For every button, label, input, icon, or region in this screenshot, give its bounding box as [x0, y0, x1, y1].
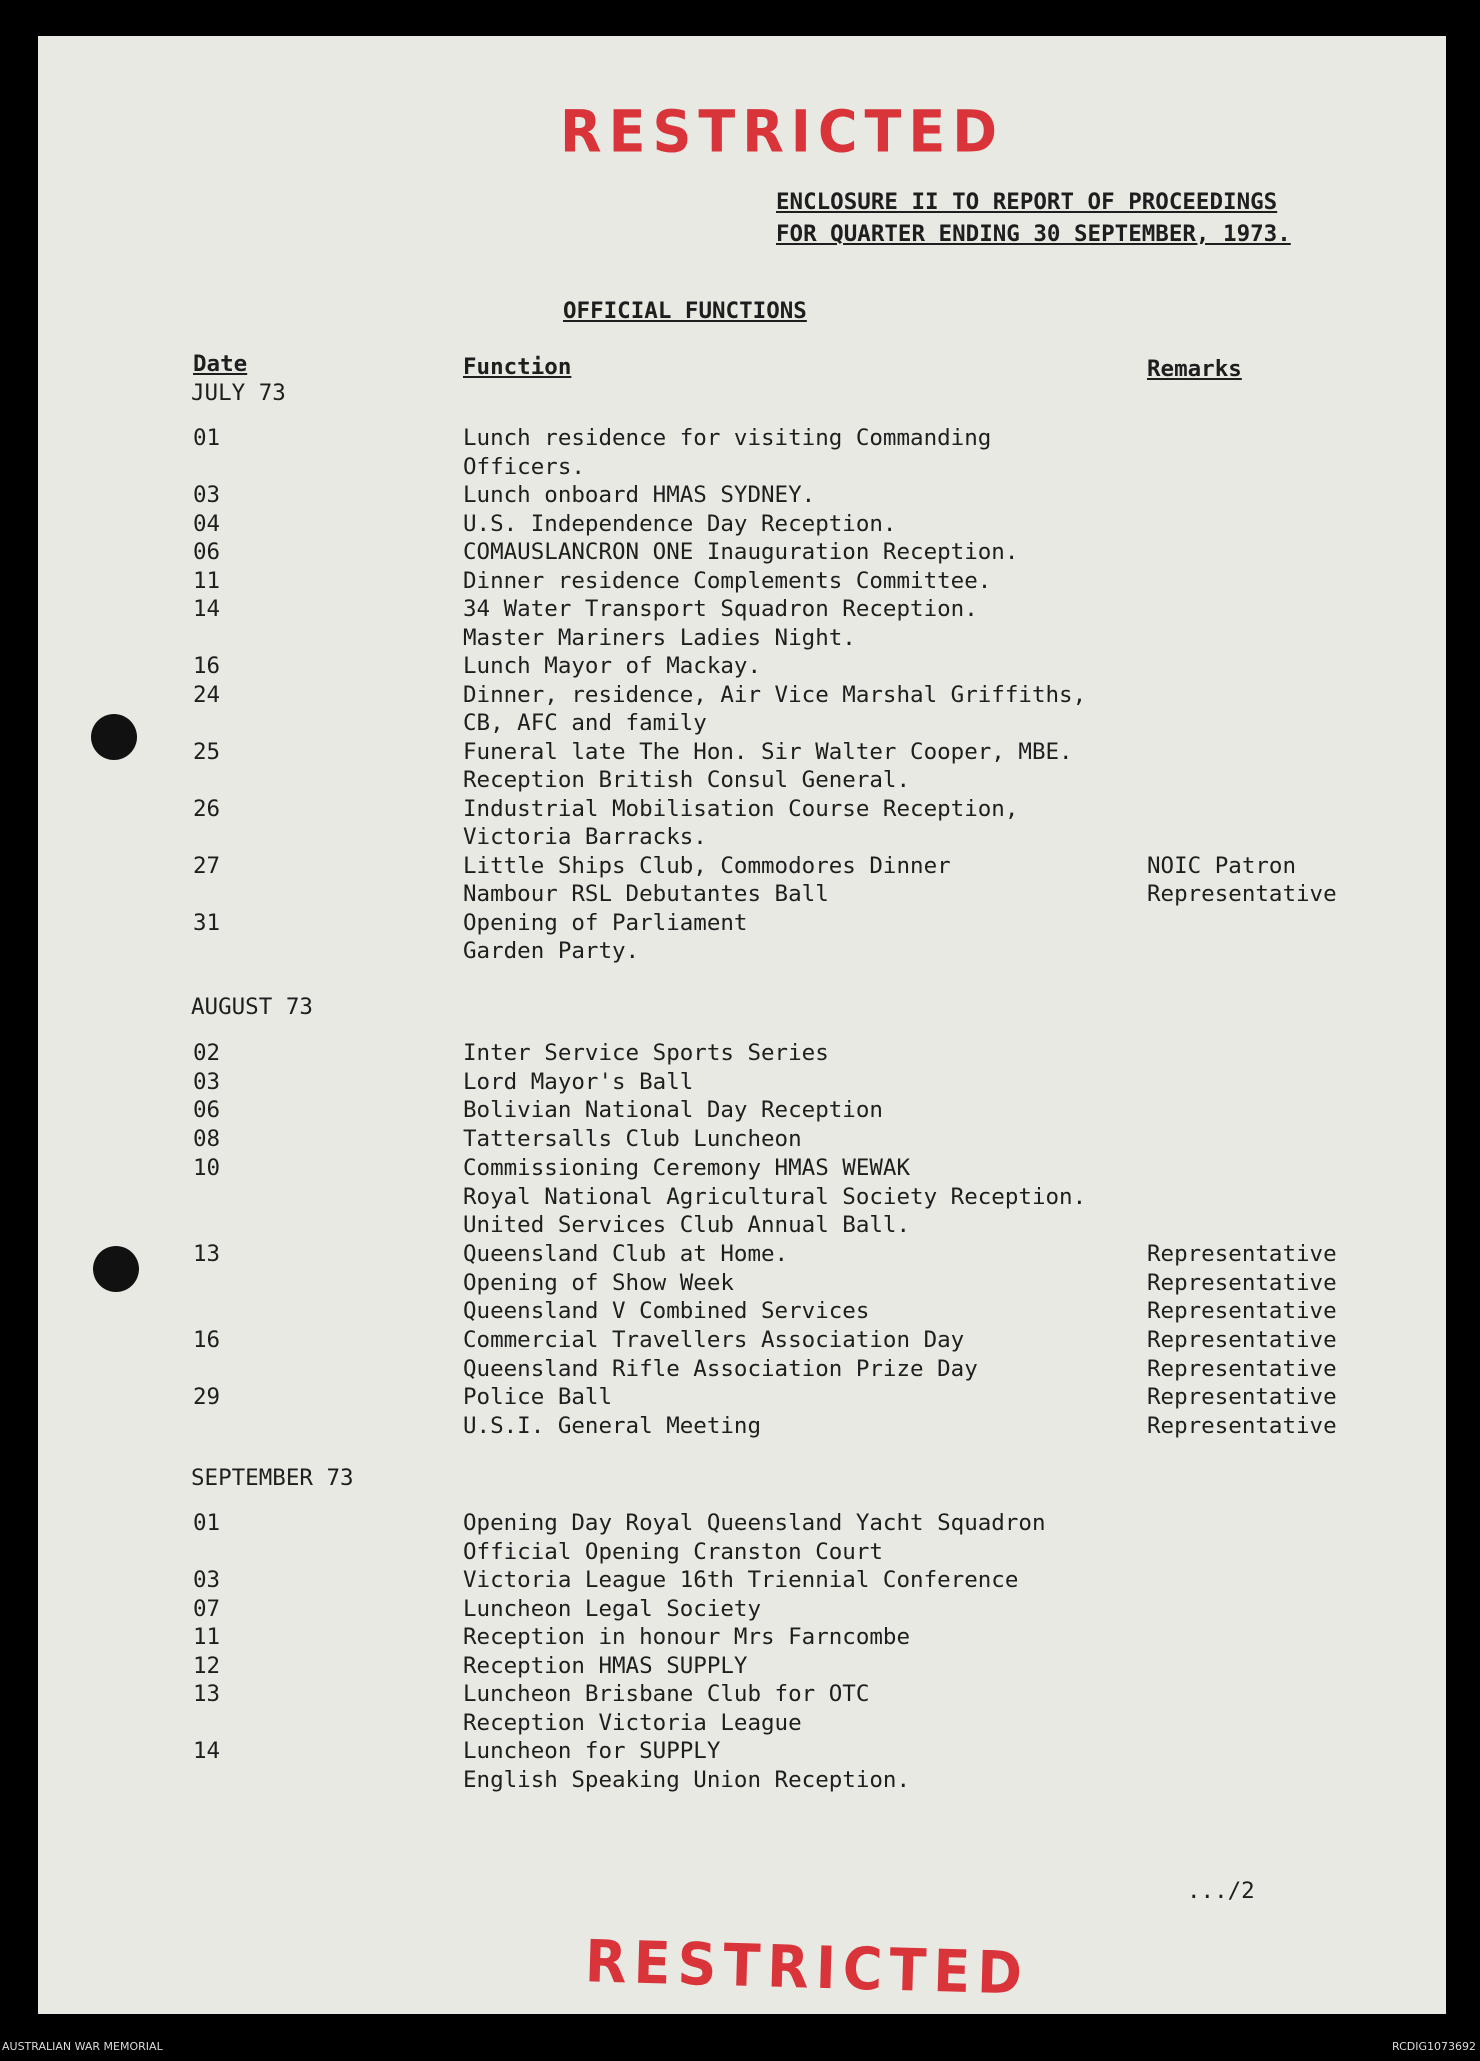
row-function: 34 Water Transport Squadron Reception. — [463, 596, 978, 622]
table-row — [0, 1183, 1480, 1211]
row-function: Garden Party. — [463, 938, 640, 964]
row-date: 06 — [193, 1097, 221, 1124]
row-function: Queensland V Combined Services — [463, 1298, 870, 1325]
column-header-date: Date — [193, 351, 248, 377]
row-function: Luncheon Legal Society — [463, 1595, 762, 1622]
table-row — [0, 1355, 1480, 1383]
row-function: Industrial Mobilisation Course Reception, — [463, 795, 1019, 822]
enclosure-line-1: ENCLOSURE II TO REPORT OF PROCEEDINGS — [776, 189, 1278, 215]
table-row — [0, 1297, 1480, 1325]
row-function: U.S.I. General Meeting — [463, 1413, 762, 1440]
row-function: Officers. — [463, 453, 585, 480]
row-date: 14 — [193, 1738, 221, 1764]
row-date: 01 — [193, 425, 221, 451]
row-function: Victoria Barracks. — [463, 824, 707, 850]
row-function: English Speaking Union Reception. — [463, 1766, 911, 1793]
page-title: OFFICIAL FUNCTIONS — [563, 298, 807, 324]
row-function: Lunch Mayor of Mackay. — [463, 653, 762, 679]
row-function: Queensland Rifle Association Prize Day — [463, 1355, 978, 1382]
row-remarks: Representative — [1147, 1240, 1337, 1267]
row-date: 11 — [193, 1624, 221, 1650]
row-date: 14 — [193, 596, 221, 622]
row-date: 11 — [193, 567, 221, 594]
restricted-stamp-bottom: RESTRICTED — [584, 1927, 1030, 2008]
row-function: Lunch residence for visiting Commanding — [463, 425, 992, 451]
row-date: 27 — [193, 852, 221, 879]
table-row — [0, 1154, 1480, 1182]
row-date: 25 — [193, 738, 221, 765]
restricted-stamp-top: RESTRICTED — [560, 97, 1005, 166]
table-row — [0, 937, 1480, 965]
row-remarks: Representative — [1147, 1269, 1337, 1296]
footer-left: AUSTRALIAN WAR MEMORIAL — [2, 2040, 163, 2053]
row-function: Opening of Parliament — [463, 909, 748, 936]
page-number: .../2 — [1187, 1878, 1255, 1904]
row-date: 13 — [193, 1681, 221, 1707]
table-row — [0, 1383, 1480, 1411]
table-row — [0, 795, 1480, 823]
row-date: 03 — [193, 482, 221, 508]
row-date: 02 — [193, 1040, 221, 1066]
table-row — [0, 1623, 1480, 1651]
table-row — [0, 1538, 1480, 1566]
row-date: 26 — [193, 795, 221, 822]
table-row — [0, 1766, 1480, 1794]
table-row — [0, 652, 1480, 680]
row-function: Little Ships Club, Commodores Dinner — [463, 852, 951, 879]
table-row — [0, 909, 1480, 937]
row-date: 16 — [193, 653, 221, 679]
table-row — [0, 852, 1480, 880]
table-row — [0, 1680, 1480, 1708]
month-heading: AUGUST 73 — [191, 994, 313, 1020]
row-function: Nambour RSL Debutantes Ball — [463, 881, 829, 907]
row-function: Reception HMAS SUPPLY — [463, 1652, 748, 1679]
row-function: Master Mariners Ladies Night. — [463, 624, 856, 651]
row-function: COMAUSLANCRON ONE Inauguration Reception. — [463, 539, 1019, 565]
row-function: Bolivian National Day Reception — [463, 1097, 883, 1124]
table-row — [0, 1240, 1480, 1268]
table-row — [0, 567, 1480, 595]
table-row — [0, 481, 1480, 509]
row-function: Reception Victoria League — [463, 1709, 802, 1736]
row-remarks: Representative — [1147, 1384, 1337, 1411]
row-function: Commissioning Ceremony HMAS WEWAK — [463, 1154, 911, 1181]
table-row — [0, 538, 1480, 566]
row-date: 24 — [193, 681, 221, 708]
table-row — [0, 1595, 1480, 1623]
row-date: 01 — [193, 1510, 221, 1536]
table-row — [0, 1068, 1480, 1096]
row-date: 06 — [193, 539, 221, 565]
row-date: 03 — [193, 1567, 221, 1593]
column-header-function: Function — [463, 354, 572, 380]
row-function: Dinner residence Complements Committee. — [463, 567, 992, 594]
row-remarks: NOIC Patron — [1147, 852, 1297, 879]
table-row — [0, 453, 1480, 481]
table-row — [0, 738, 1480, 766]
table-row — [0, 1412, 1480, 1440]
row-function: Reception British Consul General. — [463, 767, 911, 793]
row-function: CB, AFC and family — [463, 710, 707, 736]
row-function: Official Opening Cranston Court — [463, 1538, 883, 1565]
table-row — [0, 766, 1480, 794]
row-function: Queensland Club at Home. — [463, 1240, 789, 1267]
table-row — [0, 1125, 1480, 1153]
table-row — [0, 1737, 1480, 1765]
row-function: Reception in honour Mrs Farncombe — [463, 1624, 911, 1650]
footer-right: RCDIG1073692 — [1391, 2040, 1476, 2053]
row-function: Tattersalls Club Luncheon — [463, 1126, 802, 1153]
table-row — [0, 424, 1480, 452]
row-date: 16 — [193, 1327, 221, 1353]
enclosure-line-2: FOR QUARTER ENDING 30 SEPTEMBER, 1973. — [776, 221, 1291, 247]
row-date: 31 — [193, 909, 221, 936]
table-row — [0, 1566, 1480, 1594]
table-row — [0, 1509, 1480, 1537]
table-row — [0, 595, 1480, 623]
enclosure-heading — [776, 186, 1291, 250]
row-function: Dinner, residence, Air Vice Marshal Griffiths, — [463, 681, 1087, 708]
month-heading: SEPTEMBER 73 — [191, 1465, 354, 1491]
table-row — [0, 624, 1480, 652]
row-remarks: Representative — [1147, 881, 1337, 907]
row-function: Police Ball — [463, 1384, 613, 1411]
row-date: 13 — [193, 1240, 221, 1267]
table-row — [0, 1652, 1480, 1680]
row-function: Lunch onboard HMAS SYDNEY. — [463, 482, 816, 508]
row-function: Luncheon Brisbane Club for OTC — [463, 1681, 870, 1707]
table-row — [0, 681, 1480, 709]
row-function: Funeral late The Hon. Sir Walter Cooper, MBE. — [463, 738, 1073, 765]
table-row — [0, 510, 1480, 538]
row-date: 10 — [193, 1154, 221, 1181]
row-function: Opening Day Royal Queensland Yacht Squadron — [463, 1510, 1046, 1536]
row-remarks: Representative — [1147, 1298, 1337, 1325]
row-function: Opening of Show Week — [463, 1269, 734, 1296]
table-row — [0, 1269, 1480, 1297]
row-date: 03 — [193, 1068, 221, 1095]
row-function: United Services Club Annual Ball. — [463, 1212, 911, 1239]
row-function: Royal National Agricultural Society Reception. — [463, 1183, 1087, 1210]
row-date: 08 — [193, 1126, 221, 1153]
row-date: 29 — [193, 1384, 221, 1411]
row-date: 12 — [193, 1652, 221, 1679]
table-row — [0, 1211, 1480, 1239]
table-row — [0, 1709, 1480, 1737]
row-function: Victoria League 16th Triennial Conference — [463, 1567, 1019, 1593]
row-function: Commercial Travellers Association Day — [463, 1327, 965, 1353]
row-function: Lord Mayor's Ball — [463, 1068, 694, 1095]
table-row — [0, 1096, 1480, 1124]
table-row — [0, 709, 1480, 737]
table-row — [0, 823, 1480, 851]
row-function: Inter Service Sports Series — [463, 1040, 829, 1066]
row-function: U.S. Independence Day Reception. — [463, 510, 897, 537]
row-remarks: Representative — [1147, 1355, 1337, 1382]
month-heading: JULY 73 — [191, 380, 286, 406]
row-function: Luncheon for SUPPLY — [463, 1738, 721, 1764]
table-row — [0, 1039, 1480, 1067]
table-row — [0, 1326, 1480, 1354]
table-row — [0, 880, 1480, 908]
row-remarks: Representative — [1147, 1413, 1337, 1440]
row-date: 07 — [193, 1595, 221, 1622]
row-remarks: Representative — [1147, 1327, 1337, 1353]
row-date: 04 — [193, 510, 221, 537]
column-header-remarks: Remarks — [1147, 356, 1242, 382]
